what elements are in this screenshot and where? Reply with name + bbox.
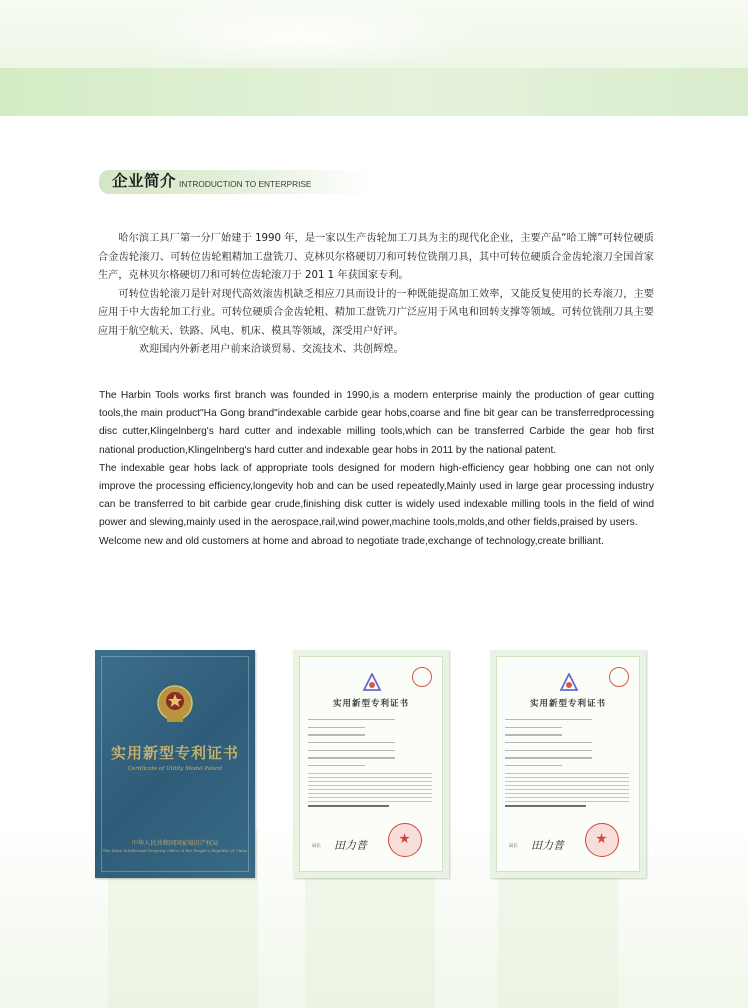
signature: 田力普 [334,839,367,852]
signature-label: 局长 [509,844,518,849]
official-seal-icon [585,823,619,857]
patent-certificate-page [293,650,449,878]
sipo-logo-icon [559,673,579,693]
certificate-text-lines [505,719,629,813]
cover-organization-en: The State Intellectual Property Office of the People's Republic of China [102,848,248,853]
intro-en-welcome: Welcome new and old customers at home and abroad to negotiate trade,exchange of technology,create brilliant. [99,535,604,547]
intro-english [99,387,654,551]
sipo-logo-icon [362,673,382,693]
seal-icon [412,667,432,687]
signature-label: 局长 [312,844,321,849]
intro-en-paragraph: The Harbin Tools works first branch was founded in 1990,is a modern enterprise mainly the production of gear cutting tools,the main product"Ha Gong brand"indexable carbide gear hobs,coarse and fine bit gear can be transferredprocessing disc cutter,Klingelnberg's hard cutter and indexable milling tools,which can be transferred Carbide the gear hob first national production,Klingelnberg's hard cutter and indexable gear hobs in 2011 by the national patent. [99,390,654,456]
cover-title: 实用新型专利证书 [110,744,239,762]
patent-certificate-cover [95,650,255,878]
section-title-bar [99,170,369,194]
official-seal-icon [388,823,422,857]
seal-icon [609,667,629,687]
intro-en-paragraph: The indexable gear hobs lack of appropriate tools designed for modern high-efficiency gear hobbing one can not only improve the processing efficiency,longevity hob and can be used repeatedly,Mainly used in large gear processing industry can be transferred to bit carbide gear crude,finishing disk cutter is widely used indexable milling tools in the field of wind power and slewing,mainly used in the aerospace,rail,wind power,machine tools,molds,and other fields,praised by users. [99,462,654,529]
certificate-heading: 实用新型专利证书 [529,699,606,709]
certificate-inner [496,656,640,872]
header-glow [110,0,490,70]
signature: 田力普 [531,839,564,852]
certificate-heading: 实用新型专利证书 [332,699,409,709]
section-title-en: INTRODUCTION TO ENTERPRISE [179,179,312,189]
certificate-inner [299,656,443,872]
intro-cn-paragraph: 哈尔滨工具厂第一分厂始建于 1990 年，是一家以生产齿轮加工刀具为主的现代化企业，主要产品“哈工牌”可转位硬质合金齿轮滚刀、可转位齿轮粗精加工盘铣刀、克林贝尔格硬切刀和可转位铣削刀具，其中可转位硬质合金齿轮滚刀全国首家生产，克林贝尔格硬切刀和可转位齿轮滚刀于 201 1 年获国家专利。 [98,233,654,281]
intro-cn-welcome: 欢迎国内外新老用户前来洽谈贸易、交流技术、共创辉煌。 [138,344,404,355]
cover-organization: 中华人民共和国国家知识产权局 [131,840,219,847]
header-band [0,68,748,116]
patent-certificate-page [490,650,646,878]
cover-subtitle: Certificate of Utility Model Patent [127,766,223,772]
intro-chinese [98,230,654,360]
intro-cn-paragraph: 可转位齿轮滚刀是针对现代高效滚齿机缺乏相应刀具而设计的一种既能提高加工效率，又能反复使用的长寿滚刀，主要应用于中大齿轮加工行业。可转位硬质合金齿轮粗、精加工盘铣刀广泛应用于风电和回转支撑等领域。可转位铣削刀具主要应用于航空航天、铁路、风电、机床、模具等领域，深受用户好评。 [98,288,654,337]
section-title-cn: 企业简介 [112,172,177,190]
national-emblem-icon [155,683,195,725]
certificate-text-lines [308,719,432,813]
